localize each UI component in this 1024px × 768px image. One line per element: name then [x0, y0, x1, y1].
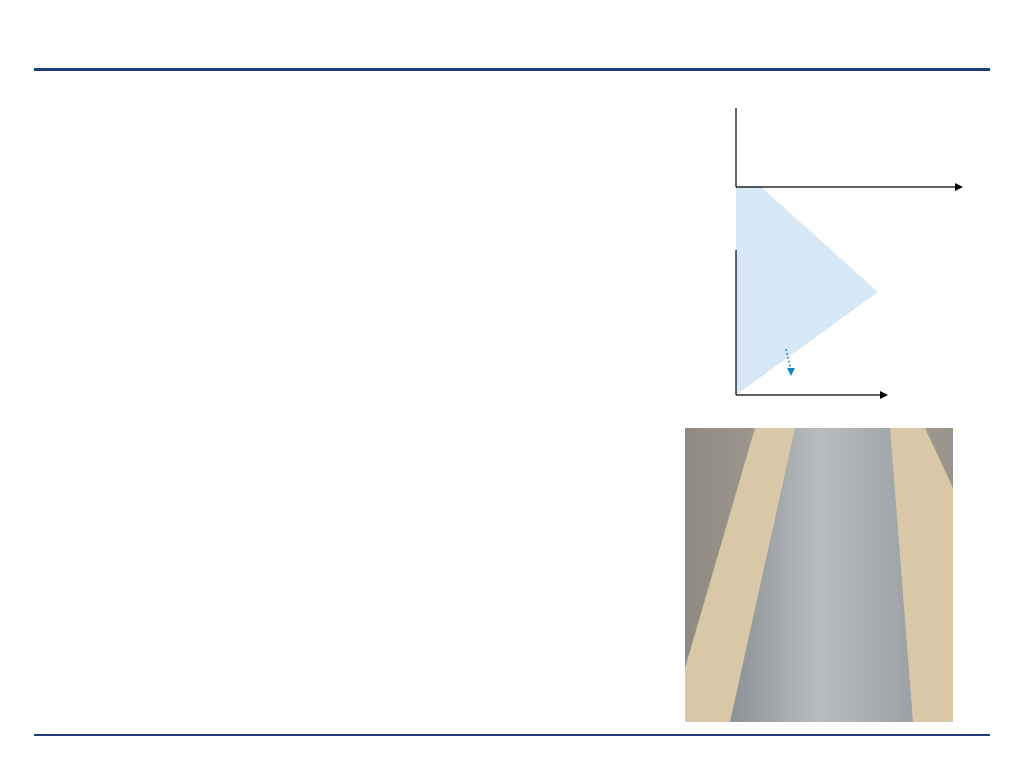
expansion-joint-photo	[685, 428, 953, 722]
bullet-list	[56, 86, 546, 104]
title-divider	[34, 68, 990, 71]
min-density-arrowhead	[787, 368, 795, 376]
top-chart	[680, 88, 963, 191]
footer-divider	[34, 734, 990, 736]
bottom-x-arrow	[880, 391, 888, 399]
zoom-wedge	[736, 186, 878, 395]
top-x-arrow	[955, 183, 963, 191]
water-expansion-figure	[680, 88, 980, 408]
